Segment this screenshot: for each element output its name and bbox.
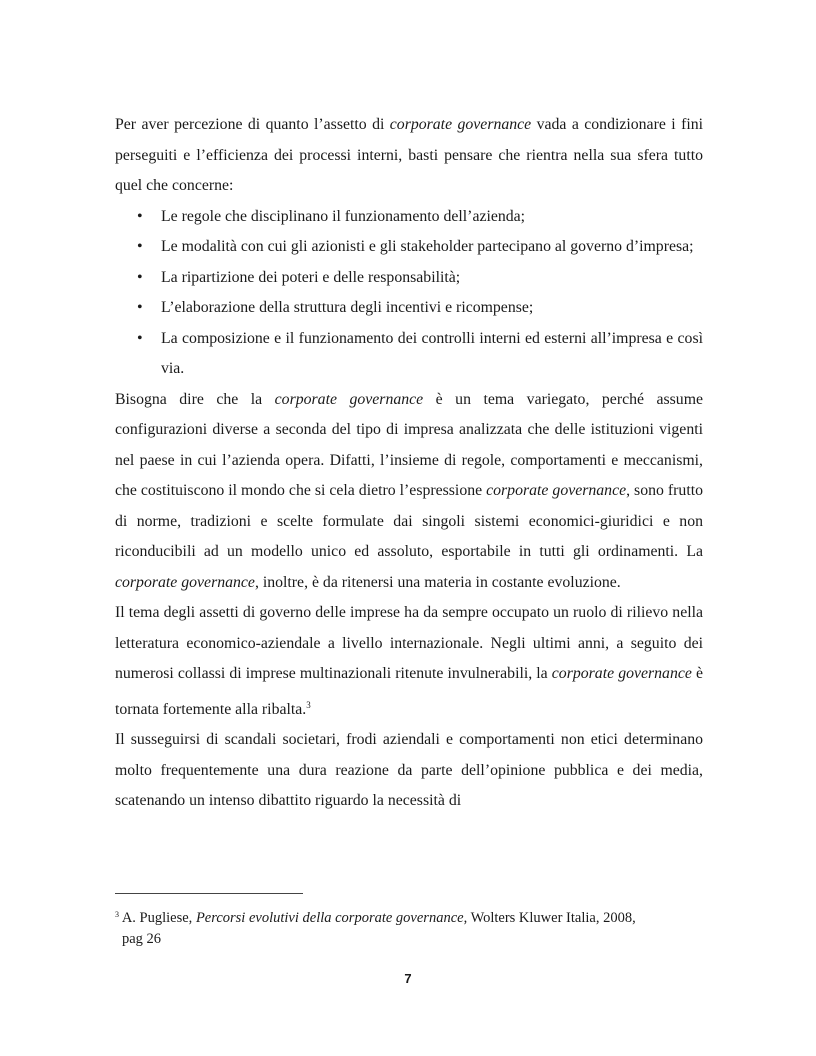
- paragraph-variegated-theme: Bisogna dire che la corporate governance è un tema variegato, perché assume configurazioni diverse a seconda del tipo di impresa analizzata che delle istituzioni vigenti nel paese in cui l’azienda opera. Difatti, l’insieme di regole, comportamenti e meccanismi, che costituiscono il mondo che si cela dietro l’espressione corporate governance, sono frutto di norme, tradizioni e scelte formulate dai singoli sistemi economici-giuridici e non riconducibili ad un modello unico ed assoluto, esportabile in tutti gli ordinamenti. La corporate governance, inoltre, è da ritenersi una materia in costante evoluzione.: [115, 390, 704, 591]
- paragraph-governance-theme: Il tema degli assetti di governo delle imprese ha da sempre occupato un ruolo di rilievo nella letteratura economico-aziendale a livello internazionale. Negli ultimi anni, a seguito dei numerosi collassi di imprese multinazionali ritenute invulnerabili, la corporate governance è tornata fortemente alla ribalta.$^3$: [115, 604, 703, 718]
- list-item: • La ripartizione dei poteri e delle responsabilità;: [115, 263, 703, 294]
- footnote: $^3$ A. Pugliese, Percorsi evolutivi della corporate governance, Wolters Kluwer Italia, 2008, pag 26: [115, 904, 703, 950]
- page-body: [115, 110, 703, 817]
- footnote-number: 3: [115, 910, 119, 919]
- list-item: • Le modalità con cui gli azionisti e gli stakeholder partecipano al governo d’impresa;: [115, 232, 703, 263]
- footnote-divider: [115, 893, 303, 894]
- page-number: 7: [404, 971, 412, 986]
- intro-paragraph: Per aver percezione di quanto l’assetto di corporate governance vada a condizionare i fini perseguiti e l’efficienza dei processi interni, basti pensare che rientra nella sua sfera tutto quel che concerne:: [115, 116, 704, 194]
- footnote-line2: pag 26: [122, 931, 162, 947]
- paragraph-scandals: Il susseguirsi di scandali societari, frodi aziendali e comportamenti non etici determinano molto frequentemente una dura reazione da parte dell’opinione pubblica e dei media, scatenando un intenso dibattito riguardo la necessità di: [115, 731, 703, 809]
- list-item: • L’elaborazione della struttura degli incentivi e ricompense;: [115, 293, 703, 324]
- footnote-ref: 3: [306, 699, 311, 710]
- list-item: • Le regole che disciplinano il funzionamento dell’azienda;: [115, 202, 703, 233]
- bullet-list: [115, 202, 703, 385]
- list-item: • La composizione e il funzionamento dei controlli interni ed esterni all’impresa e così via.: [115, 324, 703, 385]
